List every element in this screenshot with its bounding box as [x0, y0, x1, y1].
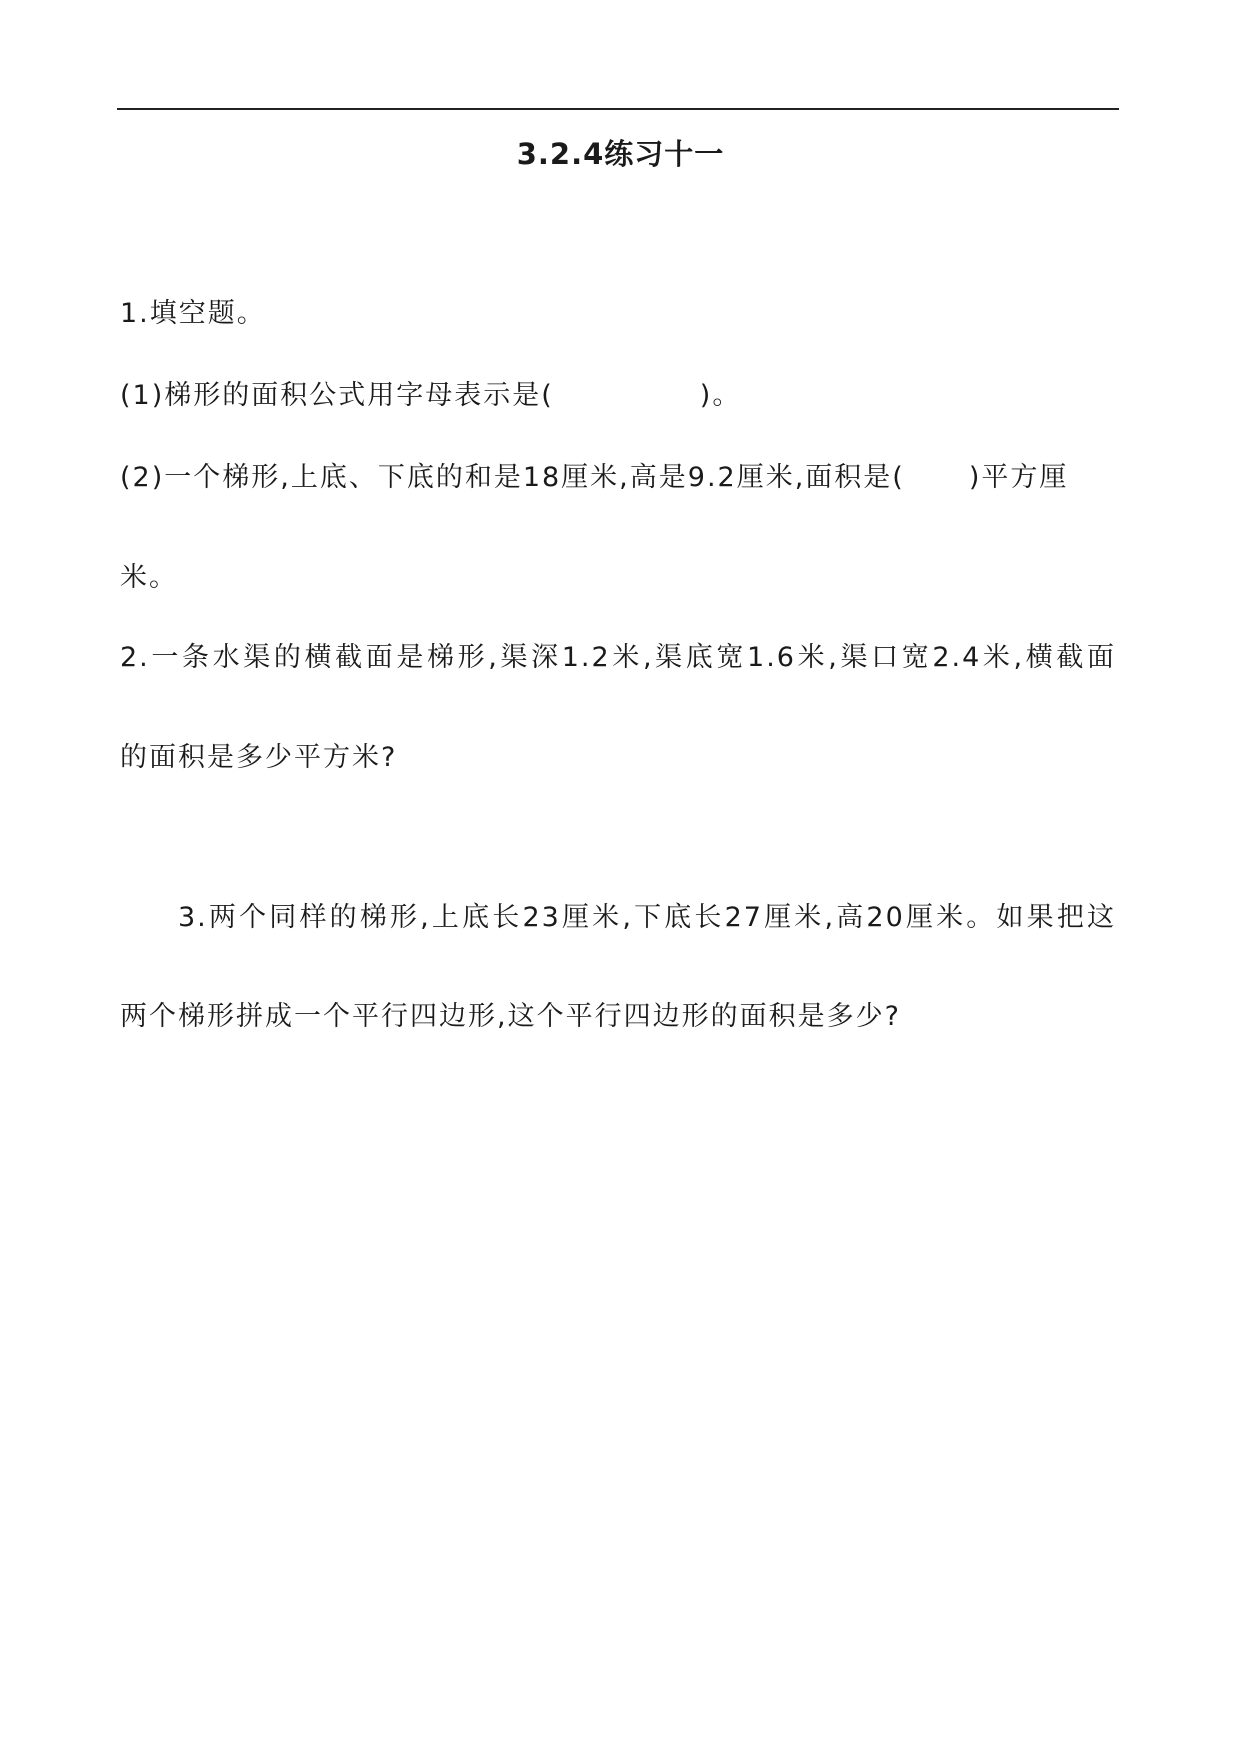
q3-line1: 3.两个同样的梯形,上底长23厘米,下底长27厘米,高20厘米。如果把这 — [178, 902, 1116, 933]
page-title: 3.2.4练习十一 — [516, 137, 725, 171]
q1-heading: 1.填空题。 — [120, 298, 266, 329]
header-rule — [117, 108, 1119, 110]
q1-sub2-end: )平方厘 — [968, 462, 1069, 493]
q1-sub1-text: (1)梯形的面积公式用字母表示是( — [120, 380, 554, 411]
q1-sub2-continuation: 米。 — [120, 562, 178, 593]
q1-sub2-text: (2)一个梯形,上底、下底的和是18厘米,高是9.2厘米,面积是( — [120, 462, 905, 493]
q2-line2: 的面积是多少平方米? — [120, 742, 398, 773]
q2-line1: 2.一条水渠的横截面是梯形,渠深1.2米,渠底宽1.6米,渠口宽2.4米,横截面 — [120, 642, 1116, 673]
q3-line2: 两个梯形拼成一个平行四边形,这个平行四边形的面积是多少? — [120, 1001, 901, 1032]
q1-sub1 — [120, 379, 741, 413]
q1-sub1-end: )。 — [699, 380, 742, 411]
q1-sub2 — [120, 461, 1068, 495]
